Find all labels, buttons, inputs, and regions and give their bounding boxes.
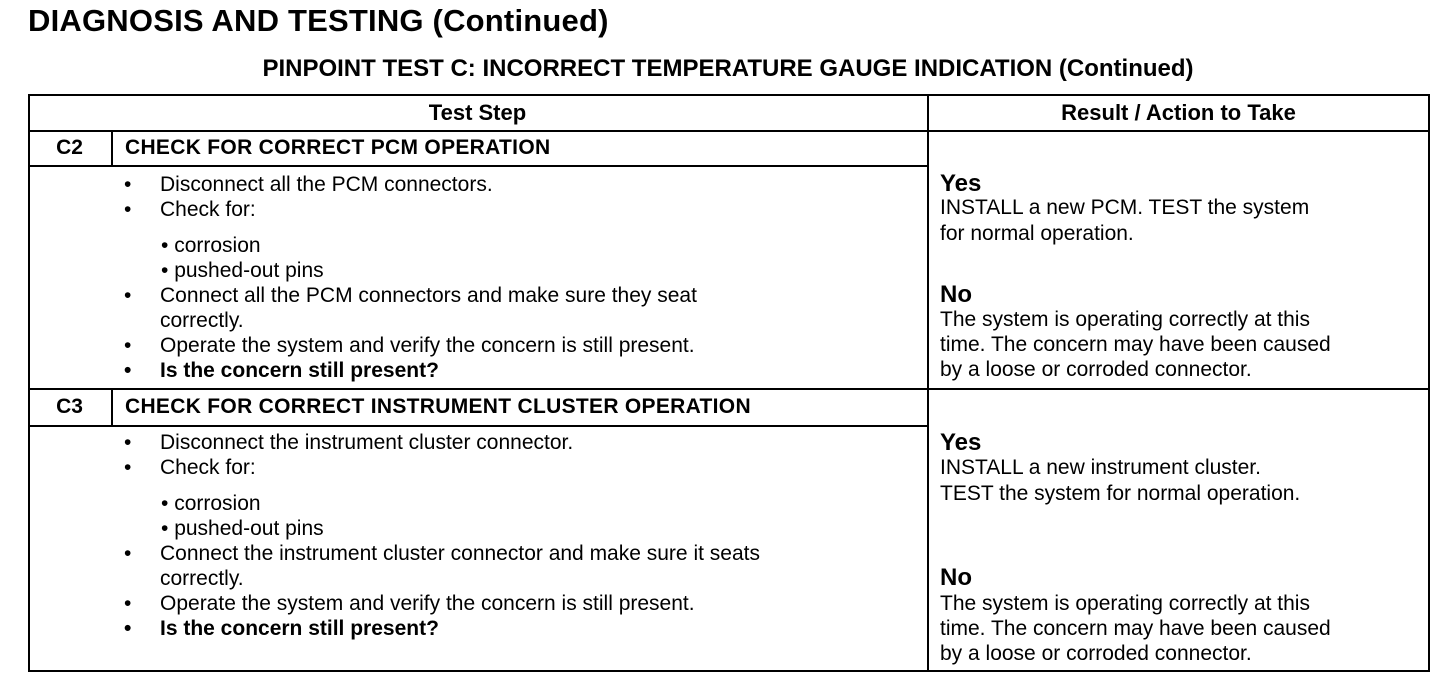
sub-bullet: • xyxy=(161,259,169,282)
result-no-text: The system is operating correctly at this time. The concern may have been caused by a loose or corroded connector. xyxy=(940,592,1331,665)
bullet: • xyxy=(124,592,132,615)
table-border-bottom xyxy=(28,670,1430,672)
check-item: • corrosion xyxy=(161,492,261,515)
pinpoint-test-title: PINPOINT TEST C: INCORRECT TEMPERATURE GAUGE INDICATION (Continued) xyxy=(262,55,1194,82)
result-yes-text: INSTALL a new instrument cluster. TEST the system for normal operation. xyxy=(940,456,1301,505)
step-c3-id-divider xyxy=(111,389,113,426)
test-table: Test Step Result / Action to Take C2 CHECK FOR CORRECT PCM OPERATION • Disconnect all the PCM connectors. • Check for: • corrosion • pushed-out pins • Connect all the PCM connectors and make sure they seat correctly. • Operate the system and verify the concern is still present. • Is the concern still present? Yes INSTALL a new PCM. TEST the system for normal operation. No The system is operating correctly at this time. The concern may have been caused by a loose or corroded connector. C3 CHECK FOR CORRECT INSTRUMENT CLUSTER OPERATION • Disconnect the instrument cluster connector. • Check for: • corrosion • pushed-out pins • Connect the instrument cluster connector and make sure it seats correctly. • Operate the system and verify the concern is still present. • Is the concern still present? Yes INSTALL a new instrument cluster. TEST the system for normal operation. No The system is operating correctly at this time. The concern may have been caused by a loose or corroded connector. xyxy=(28,94,1430,672)
step-id: C3 xyxy=(56,395,83,418)
step-title: CHECK FOR CORRECT PCM OPERATION xyxy=(125,136,551,159)
page-title: DIAGNOSIS AND TESTING (Continued) xyxy=(28,3,609,38)
sub-bullet: • xyxy=(161,234,169,257)
step-c3-title-underline xyxy=(28,425,927,427)
check-item: • corrosion xyxy=(161,234,261,257)
result-no-text: The system is operating correctly at this time. The concern may have been caused by a loose or corroded connector. xyxy=(940,308,1331,381)
result-yes-label: Yes xyxy=(940,429,982,456)
table-border-top xyxy=(28,94,1430,96)
header-divider xyxy=(28,130,1430,132)
step-id: C2 xyxy=(56,136,83,159)
check-item: • pushed-out pins xyxy=(161,259,324,282)
step-c2-id-divider xyxy=(111,130,113,166)
column-header-result: Result / Action to Take xyxy=(1061,100,1296,125)
bullet: • xyxy=(124,617,132,640)
bullet: • xyxy=(124,359,132,382)
bullet: • xyxy=(124,284,132,307)
column-divider xyxy=(927,94,929,672)
result-no-label: No xyxy=(940,281,972,308)
bullet: • xyxy=(124,431,132,454)
bullet: • xyxy=(124,173,132,196)
bullet: • xyxy=(124,198,132,221)
bullet: • xyxy=(124,542,132,565)
bullet: • xyxy=(124,456,132,479)
result-yes-label: Yes xyxy=(940,170,982,197)
table-border-right xyxy=(1428,94,1430,672)
sub-bullet: • xyxy=(161,517,169,540)
check-item: • pushed-out pins xyxy=(161,517,324,540)
step-divider xyxy=(28,388,1430,390)
column-header-test-step: Test Step xyxy=(428,100,527,125)
bullet: • xyxy=(124,334,132,357)
result-yes-text: INSTALL a new PCM. TEST the system for normal operation. xyxy=(940,196,1310,245)
sub-bullet: • xyxy=(161,492,169,515)
step-title: CHECK FOR CORRECT INSTRUMENT CLUSTER OPERATION xyxy=(125,395,751,418)
step-c2-title-underline xyxy=(28,165,927,167)
table-border-left xyxy=(28,94,30,672)
result-no-label: No xyxy=(940,564,972,591)
